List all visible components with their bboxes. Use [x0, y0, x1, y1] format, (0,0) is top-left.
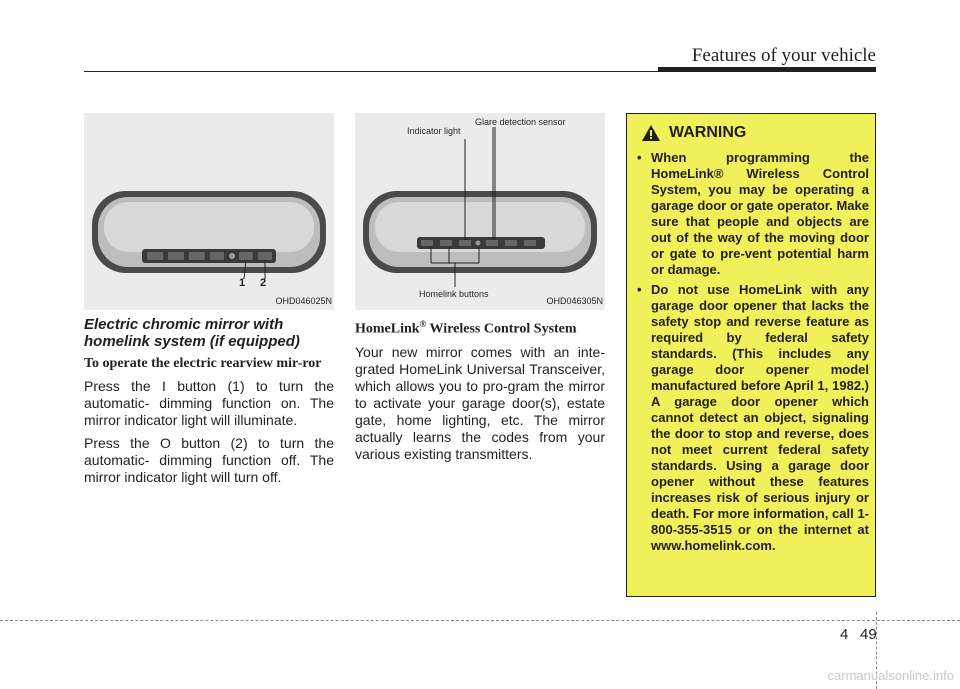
page-number: 49 [860, 626, 877, 643]
watermark: carmanualsonline.info [827, 668, 954, 683]
column-1 [84, 316, 334, 492]
paragraph-1: Press the I button (1) to turn the automatic- dimming function on. The mirror indicator light will illuminate. [84, 378, 334, 428]
registered-mark: ® [419, 319, 427, 329]
warning-item-text: When programming the HomeLink® Wireless Control System, you may be operating a garage door or gate operator. Make sure that people and objects are out of the way of the moving door or gate to pre-vent potential harm or damage. [651, 150, 869, 277]
warning-item [637, 282, 869, 554]
paragraph-2: Press the O button (2) to turn the automatic- dimming function off. The mirror indicator light will turn off. [84, 435, 334, 485]
figure-mirror-buttons [84, 113, 334, 310]
column-2 [355, 316, 605, 469]
header-bar [658, 67, 876, 72]
indicator-light-label: Indicator light [407, 126, 461, 136]
warning-box [626, 113, 876, 597]
bullet: • [637, 150, 642, 165]
warning-heading-text: WARNING [669, 124, 747, 141]
section-title: Electric chromic mirror with homelink system (if equipped) [84, 316, 300, 350]
bullet: • [637, 282, 642, 297]
figure-code: OHD046025N [275, 296, 332, 306]
mirror-illustration-1 [84, 113, 334, 310]
homelink-title [355, 316, 605, 338]
warning-item [637, 150, 869, 278]
header-title: Features of your vehicle [691, 45, 876, 66]
warning-list [637, 150, 869, 558]
paragraph-homelink: Your new mirror comes with an inte-grated HomeLink Universal Transceiver, which allows you to pro-gram the mirror to activate your garage door(s), estate gate, home lighting, etc. The mirror actually learns the codes from your various existing transmitters. [355, 343, 605, 462]
warning-triangle-icon [641, 124, 661, 142]
homelink-title-pre: HomeLink [355, 321, 420, 337]
glare-sensor-label: Glare detection sensor [475, 117, 566, 127]
figure-code: OHD046305N [546, 296, 603, 306]
callout-2: 2 [260, 277, 267, 289]
footer-rule [0, 620, 960, 621]
warning-heading [641, 124, 746, 142]
callout-1: 1 [239, 277, 246, 289]
homelink-buttons-label: Homelink buttons [419, 289, 489, 299]
sub-title: To operate the electric rearview mir-ror [84, 356, 322, 371]
warning-item-text: Do not use HomeLink with any garage door opener that lacks the safety stop and reverse feature as required by federal safety standards. (This includes any garage door opener model manufactured before April 1, 1982.) A garage door opener which cannot detect an object, signaling the door to stop and reverse, does not meet current federal safety standards. Using a garage door opener without these features increases risk of serious injury or death. For more information, call 1-800-355-3515 or on the internet at www.homelink.com. [651, 282, 869, 553]
homelink-title-post: Wireless Control System [426, 321, 577, 337]
figure-homelink [355, 113, 605, 310]
mirror-illustration-2 [355, 113, 605, 310]
chapter-number: 4 [840, 626, 849, 643]
